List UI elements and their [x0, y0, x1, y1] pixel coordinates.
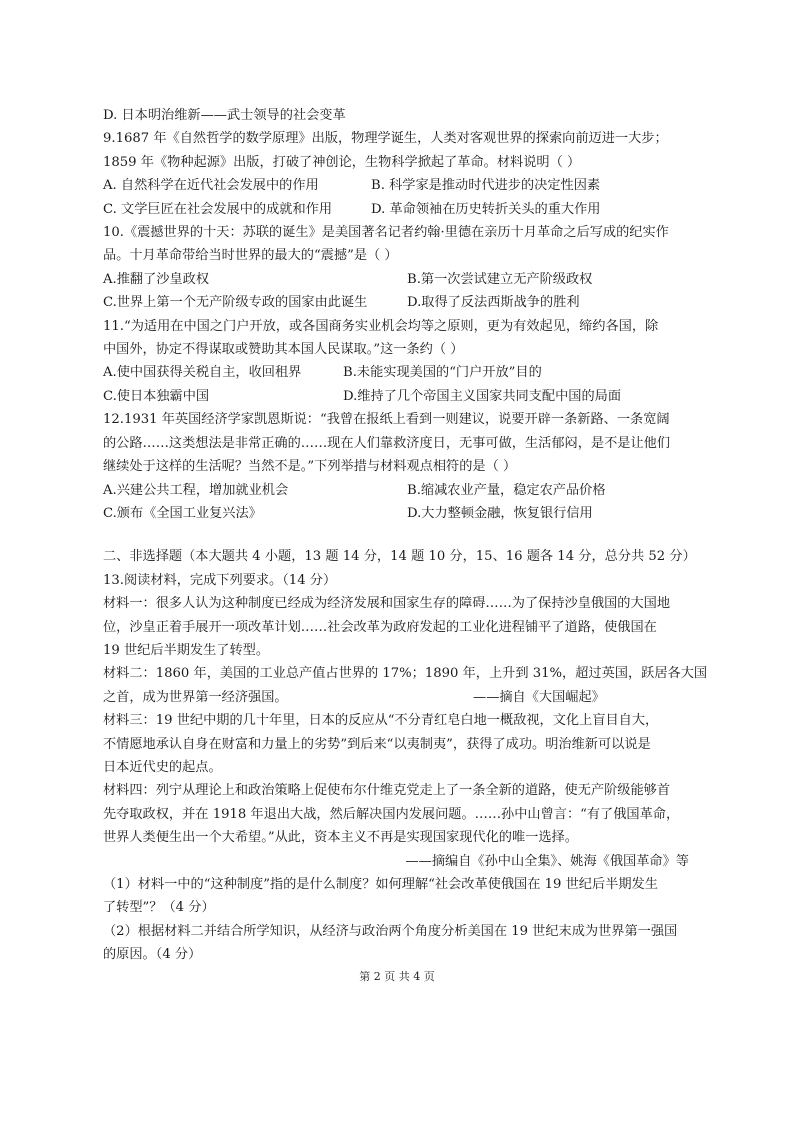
question-10-stem: 10.《震撼世界的十天：苏联的诞生》是美国著名记者约翰·里德在亲历十月革命之后写成的纪实作 — [103, 225, 669, 241]
option-d: D.维持了几个帝国主义国家共同支配中国的局面 — [343, 388, 622, 404]
page-number: 第 2 页 共 4 页 — [359, 970, 435, 983]
option-a: A.推翻了沙皇政权 — [103, 271, 210, 287]
question-9-stem: 9.1687 年《自然哲学的数学原理》出版，物理学诞生，人类对客观世界的探索向前迈进一大步； — [103, 131, 668, 147]
question-12-stem: 12.1931 年英国经济学家凯恩斯说：“我曾在报纸上看到一则建议，说要开辟一条新路、一条宽阔 — [103, 412, 670, 428]
option-b: B.未能实现美国的“门户开放”目的 — [343, 365, 542, 381]
material-4-cont: 世界人类便生出一个大希望。”从此，资本主义不再是实现国家现代化的唯一选择。 — [103, 830, 578, 846]
question-11-stem: 11.“为适用在中国之门户开放，或各国商务实业机会均等之原则，更为有效起见，缔约各国，除 — [103, 318, 659, 334]
sub-question-1-cont: 了转型”？（4 分） — [103, 900, 215, 916]
question-12-stem-cont: 继续处于这样的生活呢？当然不是。”下列举措与材料观点相符的是（ ） — [103, 459, 517, 475]
question-9-options-cd — [103, 198, 699, 221]
material-1-cont: 19 世纪后半期发生了转型。 — [103, 642, 270, 658]
option-c: C.使日本独霸中国 — [103, 388, 210, 404]
sub-question-1: （1）材料一中的“这种制度”指的是什么制度？如何理解“社会改革使俄国在 19 世纪后半期发生 — [103, 877, 658, 892]
material-4-source: ——摘编自《孙中山全集》、姚海《俄国革命》等 — [405, 853, 689, 869]
question-9-options-ab — [103, 174, 699, 197]
option-line: D. 日本明治维新——武士领导的社会变革 — [103, 108, 346, 123]
question-10-options-cd — [103, 291, 699, 314]
material-3: 材料三：19 世纪中期的几十年里，日本的反应从“不分青红皂白地一概敌视，文化上盲目自大， — [103, 713, 659, 729]
option-d: D. 革命领袖在历史转折关头的重大作用 — [371, 201, 601, 217]
material-4: 材料四：列宁从理论上和政治策略上促使布尔什维克党走上了一条全新的道路，使无产阶级能够首 — [103, 783, 671, 799]
sub-question-2: （2）根据材料二并结合所学知识，从经济与政治两个角度分析美国在 19 世纪末成为世界第一强国 — [103, 923, 678, 939]
question-11-options-ab — [103, 361, 699, 384]
option-b: B. 科学家是推动时代进步的决定性因素 — [371, 178, 601, 194]
option-c: C.颁布《全国工业复兴法》 — [103, 505, 262, 521]
material-2-cont: 之首，成为世界第一经济强国。 — [103, 689, 288, 705]
material-2: 材料二：1860 年，美国的工业总产值占世界的 17%；1890 年，上升到 31%，超过英国，跃居各大国 — [103, 666, 708, 682]
option-a: A.兴建公共工程，增加就业机会 — [103, 482, 289, 498]
option-c: C.世界上第一个无产阶级专政的国家由此诞生 — [103, 295, 368, 311]
question-13-title: 13.阅读材料，完成下列要求。（14 分） — [103, 572, 337, 588]
question-11-stem-cont: 中国外，协定不得谋取或赞助其本国人民谋取。”这一条约（ ） — [103, 342, 464, 358]
material-4-cont: 先夺取政权，并在 1918 年退出大战，然后解决国内发展问题。……孙中山曾言：“有了俄国革命， — [103, 806, 680, 822]
question-12-options-ab — [103, 479, 699, 502]
section-2-title: 二、非选择题（本大题共 4 小题，13 题 14 分，14 题 10 分，15、16 题各 14 分，总分共 52 分） — [103, 549, 696, 565]
question-10-options-ab — [103, 268, 699, 291]
material-2-source: ——摘自《大国崛起》 — [473, 689, 605, 705]
option-a: A.使中国获得关税自主，收回租界 — [103, 365, 302, 381]
material-3-cont: 日本近代史的起点。 — [103, 759, 222, 775]
question-9-stem-cont: 1859 年《物种起源》出版，打破了神创论，生物科学掀起了革命。材料说明（ ） — [103, 154, 581, 170]
option-d: D.大力整顿金融，恢复银行信用 — [407, 505, 593, 521]
question-12-options-cd — [103, 502, 699, 525]
option-a: A. 自然科学在近代社会发展中的作用 — [103, 178, 319, 194]
material-1: 材料一：很多人认为这种制度已经成为经济发展和国家生存的障碍……为了保持沙皇俄国的大国地 — [103, 596, 671, 612]
material-1-cont: 位，沙皇正着手展开一项改革计划……社会改革为政府发起的工业化进程铺平了道路，使俄国在 — [103, 619, 657, 635]
material-3-cont: 不情愿地承认自身在财富和力量上的劣势”到后来“以夷制夷”，获得了成功。明治维新可以说是 — [103, 736, 651, 752]
question-12-stem-cont: 的公路……这类想法是非常正确的……现在人们靠救济度日，无事可做，生活郁闷，是不是让他们 — [103, 435, 671, 451]
sub-question-2-cont: 的原因。（4 分） — [103, 947, 202, 963]
option-d: D.取得了反法西斯战争的胜利 — [407, 295, 580, 311]
question-11-options-cd — [103, 385, 699, 408]
option-b: B.第一次尝试建立无产阶级政权 — [407, 271, 593, 287]
material-2-end — [103, 686, 699, 709]
question-10-stem-cont: 品。十月革命带给当时世界的最大的“震撼”是（ ） — [103, 248, 398, 264]
option-c: C. 文学巨匠在社会发展中的成就和作用 — [103, 201, 333, 217]
option-b: B.缩减农业产量，稳定农产品价格 — [407, 482, 606, 498]
